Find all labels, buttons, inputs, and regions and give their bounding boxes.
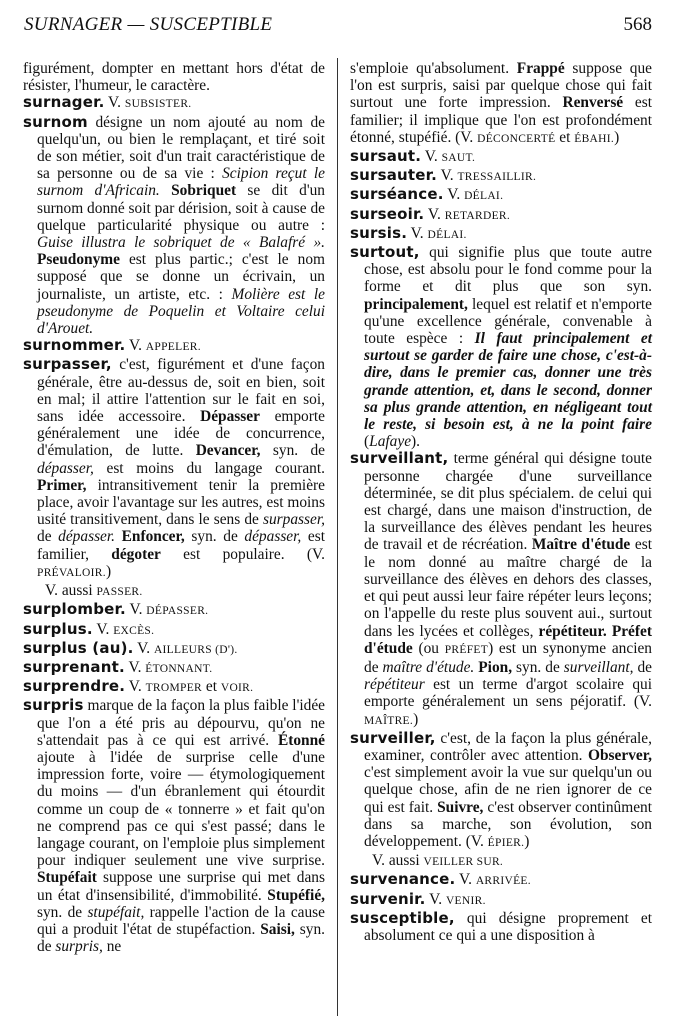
headword: sursis.: [350, 223, 408, 242]
cross-reference: PRÉFET: [444, 643, 489, 656]
cross-reference: ÉBAHI.: [574, 132, 615, 145]
synonym: Devancer,: [195, 442, 261, 460]
synonym: principalement,: [364, 295, 468, 313]
entry-survenir: survenir. V. VENIR.: [350, 889, 486, 908]
citation-author: Lafaye: [369, 433, 412, 451]
entry-surplus-au: surplus (au). V. AILLEURS (D').: [23, 638, 238, 657]
headword: survenance.: [350, 870, 456, 889]
cross-reference: AILLEURS (D').: [153, 643, 238, 656]
synonym: Renversé: [562, 94, 624, 112]
entry-sursauter: sursauter. V. TRESSAILLIR.: [350, 166, 537, 185]
continued-entry-text: s'emploie qu'absolument. Frappé suppose que l'on est surpris, saisi par quelque chose qui fait surtout une forte impression. Renversé est familier; il implique que l'on est profondément étonné, stupéfié. (V. DÉCONCERTÉ et ÉBAHI.): [350, 60, 652, 146]
headword: surnommer.: [23, 336, 126, 355]
headword: surveiller,: [350, 728, 436, 747]
synonym: répétiteur.: [538, 622, 607, 640]
cross-reference: TRESSAILLIR.: [457, 171, 537, 184]
headword: surpris: [23, 696, 84, 715]
entry-surseance: surséance. V. DÉLAI.: [350, 185, 504, 204]
example: Molière est le pseudonyme de Poquelin et Voltaire celui d'Arouet.: [37, 285, 325, 338]
cross-reference: SUBSISTER.: [124, 98, 192, 111]
cross-reference: ARRIVÉE.: [475, 875, 531, 888]
entry-surnager: surnager. V. SUBSISTER.: [23, 93, 192, 112]
synonym: Stupéfait: [37, 869, 97, 887]
entry-sursaut: sursaut. V. SAUT.: [350, 147, 476, 166]
example: Guise illustra le sobriquet de « Balafré ».: [37, 234, 325, 252]
synonym: Étonné: [277, 731, 325, 749]
cross-reference: APPELER.: [145, 341, 201, 354]
headword: susceptible,: [350, 908, 455, 927]
page-header: [24, 14, 652, 44]
headword: surplomber.: [23, 600, 126, 619]
headword: sursaut.: [350, 147, 422, 166]
entry-survenance: survenance. V. ARRIVÉE.: [350, 870, 531, 889]
cross-reference: DÉLAI.: [427, 228, 467, 241]
example: Scipion reçut le surnom d'Africain.: [37, 165, 325, 200]
cross-reference: DÉLAI.: [464, 190, 504, 203]
headword: surpasser,: [23, 355, 112, 374]
headword: surseoir.: [350, 204, 425, 223]
entry-susceptible: susceptible, qui désigne proprement et absolument ce qui a une disposition à: [350, 908, 652, 944]
cross-reference: MAÎTRE.: [364, 714, 414, 727]
synonym: Pion,: [478, 658, 513, 676]
entry-surprendre: surprendre. V. TROMPER et VOIR.: [23, 677, 254, 696]
headword: surveillant,: [350, 449, 449, 468]
entry-surtout: surtout, qui signifie plus que toute autre chose, est absolu pour le fond comme pour la forme et dit plus que son syn. principalement, lequel est relatif et n'emporte qu'une excellence générale, convenable à toute espèce : Il faut principalement et surtout se garder de faire une chose, c'est-à-dire, dans le premier cas, donner une très grande attention, et, dans le second, donner sa plus grande attention, en négligeant tout le reste, si besoin est, à ne la point faire (Lafaye).: [350, 243, 652, 451]
synonym: Stupéfié,: [267, 886, 325, 904]
synonym: Enfoncer,: [121, 528, 185, 546]
cross-reference: PRÉVALOIR.: [37, 566, 106, 579]
entry-surpasser: surpasser, c'est, figurément et d'une façon générale, être au-dessus de, soit en bien, soit en mal; il attire l'attention sur le fait en soi, sans idée accessoire. Dépasser emporte généralement une idée de concurrence, d'émulation, de lutte. Devancer, syn. de dépasser, est moins du langage courant. Primer, intransitivement tenir la première place, avoir l'avantage sur les autres, est moins usité transitivement, dans le sens de surpasser, de dépasser. Enfoncer, syn. de dépasser, est familier, dégoter est populaire. (V. PRÉVALOIR.): [23, 355, 325, 580]
entry-surnommer: surnommer. V. APPELER.: [23, 336, 201, 355]
synonym: Dépasser: [200, 408, 260, 426]
headword: surnom: [23, 112, 88, 131]
entry-surveillant: surveillant, terme général qui désigne toute personne chargée d'une surveillance déterminée, se dit plus spécialem. de celui qui est chargé, dans une maison d'instruction, de la surveillance des élèves pendant les heures de travail et de récréation. Maître d'étude est le nom donné au maître chargé de la surveillance des élèves en dehors des classes, et qui peut aussi leur faire répéter leurs leçons; on l'appelle du reste plus souvent aui., surtout dans les lycées et collèges, répétiteur. Préfet d'étude (ou PRÉFET) est un synonyme ancien de maître d'étude. Pion, syn. de surveillant, de répétiteur est un terme d'argot scolaire qui emporte généralement un sens péjoratif. (V. MAÎTRE.): [350, 449, 652, 728]
synonym: Suivre,: [437, 798, 484, 816]
example: Il faut principalement et surtout se garder de faire une chose, c'est-à-dire, dans le premier cas, donner une très grande attention, et, dans le second, donner sa plus grande attention, en négligeant tout le reste, si besoin est, à ne la point faire: [364, 330, 652, 434]
right-column: [350, 60, 652, 944]
headword: surprendre.: [23, 677, 126, 696]
running-title: SURNAGER — SUSCEPTIBLE: [24, 14, 273, 35]
cross-reference: EXCÈS.: [113, 624, 155, 637]
synonym: Saisi,: [260, 920, 295, 938]
synonym: Observer,: [588, 746, 652, 764]
headword: surtout,: [350, 243, 420, 262]
page-number: 568: [623, 14, 652, 35]
cross-reference: ÉTONNANT.: [145, 662, 213, 675]
cross-reference: VEILLER SUR.: [423, 856, 504, 869]
cross-reference: PASSER.: [96, 586, 143, 599]
headword: surnager.: [23, 93, 105, 112]
entry-surplomber: surplomber. V. DÉPASSER.: [23, 600, 209, 619]
headword: surplus (au).: [23, 638, 134, 657]
synonym: dégoter: [111, 545, 161, 563]
headword: surplus.: [23, 619, 93, 638]
entry-surplus: surplus. V. EXCÈS.: [23, 619, 155, 638]
entry-surpris: surpris marque de la façon la plus faible l'idée que l'on a été pris au dépourvu, qu'on ne s'attendait pas à ce qui est arrivé. Étonné ajoute à l'idée de surprise celle d'une impression forte, voire — étymologiquement du moins — d'un ébranlement qui étourdit comme un coup de « tonnerre » et fait qu'on ne comprend pas ce qui s'est passé; dans le langage courant, on l'emploie plus simplement pour indiquer seulement une vive surprise. Stupéfait suppose une surprise qui met dans un état d'insensibilité, d'immobilité. Stupéfié, syn. de stupéfait, rappelle l'action de la cause qui a produit l'état de stupéfaction. Saisi, syn. de surpris, ne: [23, 696, 326, 956]
headword: surséance.: [350, 185, 444, 204]
cross-reference: DÉCONCERTÉ: [477, 132, 556, 145]
column-divider: [337, 58, 338, 1016]
entry-surveiller: surveiller, c'est, de la façon la plus générale, examiner, contrôler avec attention. Observer, c'est simplement avoir la vue sur quelqu'un ou quelque chose, afin de ne rien ignorer de ce qui est fait. Suivre, c'est observer continûment dans sa marche, son évolution, son développement. (V. ÉPIER.): [350, 728, 652, 850]
cross-reference: RETARDER.: [444, 209, 511, 222]
synonym: Frappé: [516, 60, 565, 77]
see-also: V. aussi PASSER.: [45, 582, 143, 600]
synonym: Primer,: [37, 476, 87, 494]
synonym: Sobriquet: [171, 182, 237, 200]
cross-reference: SAUT.: [441, 152, 476, 165]
left-column: [23, 60, 325, 955]
entry-sursis: sursis. V. DÉLAI.: [350, 223, 467, 242]
entry-surseoir: surseoir. V. RETARDER.: [350, 204, 511, 223]
synonym: Préfet d'étude: [364, 622, 652, 657]
cross-reference: TROMPER: [145, 682, 203, 695]
headword: sursauter.: [350, 166, 438, 185]
headword: surprenant.: [23, 657, 125, 676]
cross-reference: DÉPASSER.: [146, 605, 209, 618]
see-also: V. aussi VEILLER SUR.: [372, 852, 504, 870]
synonym: Maître d'étude: [531, 536, 631, 554]
entry-surprenant: surprenant. V. ÉTONNANT.: [23, 657, 213, 676]
headword: survenir.: [350, 889, 426, 908]
entry-surnom: surnom désigne un nom ajouté au nom de quelqu'un, ou bien le remplaçant, et tiré soit de son métier, soit d'un trait caractéristique de sa personne ou de sa vie : Scipion reçut le surnom d'Africain. Sobriquet se dit d'un surnom donné soit par dérision, soit à cause de quelque particularité physique ou autre : Guise illustra le sobriquet de « Balafré ». Pseudonyme est plus partic.; c'est le nom supposé que se donne un écrivain, un journaliste, un artiste, etc. : Molière est le pseudonyme de Poquelin et Voltaire celui d'Arouet.: [23, 112, 325, 338]
cross-reference: VENIR.: [445, 894, 486, 907]
cross-reference: VOIR.: [220, 682, 254, 695]
cross-reference: ÉPIER.: [487, 836, 525, 849]
continued-entry-text: figurément, dompter en mettant hors d'état de résister, l'humeur, le caractère.: [23, 60, 325, 95]
synonym: Pseudonyme: [37, 251, 120, 269]
